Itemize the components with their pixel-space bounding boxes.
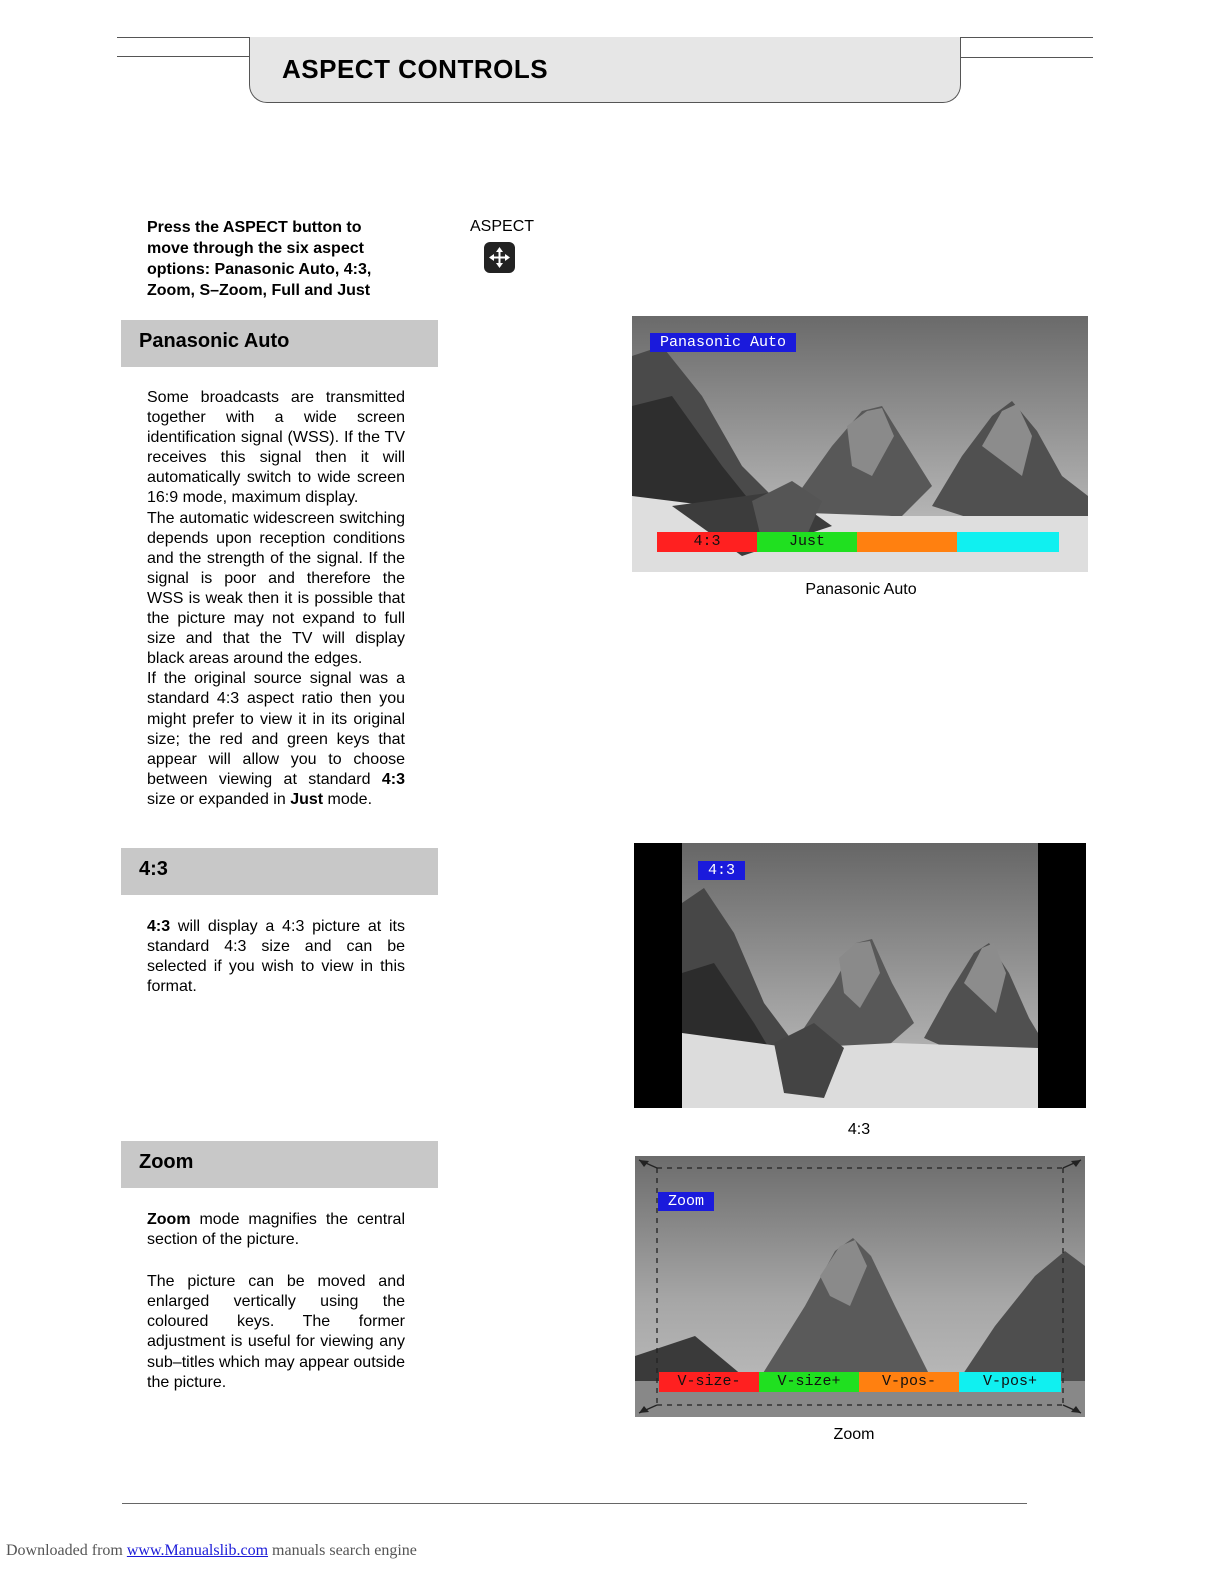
header-rule-right [961,37,1093,38]
panasonic-auto-screen [632,316,1088,572]
mountain-image [634,843,1086,1108]
osd-mode-label: 4:3 [698,861,745,880]
section-title: Zoom [139,1151,194,1173]
zoom-caption: Zoom [833,1426,875,1443]
v-size-minus-key[interactable]: V-size- [659,1372,759,1392]
header-rule-left-lower [117,56,249,57]
colour-key-bar [659,1372,1061,1392]
four-three-caption: 4:3 [847,1121,871,1138]
footer-rule [122,1503,1027,1504]
aspect-button-label: ASPECT [470,218,535,235]
paragraph: Some broadcasts are transmitted together with a wide screen identification signal (WSS). If the TV receives this signal then it will automatically switch to wide screen 16:9 mode, maximum display. [147,389,405,507]
cyan-key[interactable] [957,532,1059,552]
zoom-screen [635,1156,1085,1417]
four-three-body [147,917,405,997]
aspect-button-icon [484,242,515,273]
manualslib-link[interactable]: www.Manualslib.com [126,1542,269,1559]
section-title: Panasonic Auto [139,330,290,352]
paragraph: 4:3 will display a 4:3 picture at its standard 4:3 size and can be selected if you wish to view in this format. [147,918,405,996]
paragraph: The automatic widescreen switching depends upon reception conditions and the strength of the signal. If the signal is poor and therefore the WSS is weak then it is possible that the picture may not expand to full size and that the TV will display black areas around the edges. [147,509,405,668]
osd-mode-label: Zoom [658,1192,714,1211]
red-key[interactable]: 4:3 [657,532,757,552]
header-rule-right-lower [961,57,1093,58]
panasonic-auto-caption: Panasonic Auto [805,581,917,598]
orange-key[interactable] [857,532,957,552]
paragraph: Zoom mode magnifies the central section of the picture. [147,1211,405,1249]
intro-text: Press the ASPECT button to move through the six aspect options: Panasonic Auto, 4:3, Zoom, S–Zoom, Full and Just [147,219,372,299]
four-arrows-icon [484,242,515,273]
panasonic-auto-body [147,388,405,810]
osd-mode-label: Panasonic Auto [650,333,796,352]
v-pos-minus-key[interactable]: V-pos- [859,1372,959,1392]
paragraph: The picture can be moved and enlarged vertically using the coloured keys. The former adjustment is useful for viewing any sub–titles which may appear outside the picture. [147,1273,405,1391]
section-heading-zoom [121,1141,438,1188]
zoom-body [147,1210,405,1393]
section-heading-4-3 [121,848,438,895]
colour-key-bar [657,532,1059,552]
page-title: ASPECT CONTROLS [282,54,549,84]
v-pos-plus-key[interactable]: V-pos+ [959,1372,1061,1392]
section-title: 4:3 [139,858,168,880]
green-key[interactable]: Just [757,532,857,552]
section-heading-panasonic-auto [121,320,438,367]
paragraph: If the original source signal was a standard 4:3 aspect ratio then you might prefer to view it in its original size; the red and green keys that appear will allow you to choose between viewing at standard 4:3 size or expanded in Just mode. [147,670,405,808]
v-size-plus-key[interactable]: V-size+ [759,1372,859,1392]
header-rule-left [117,37,249,38]
footer: Downloaded from www.Manualslib.com manuals search engine [6,1542,417,1559]
four-three-screen [634,843,1086,1108]
